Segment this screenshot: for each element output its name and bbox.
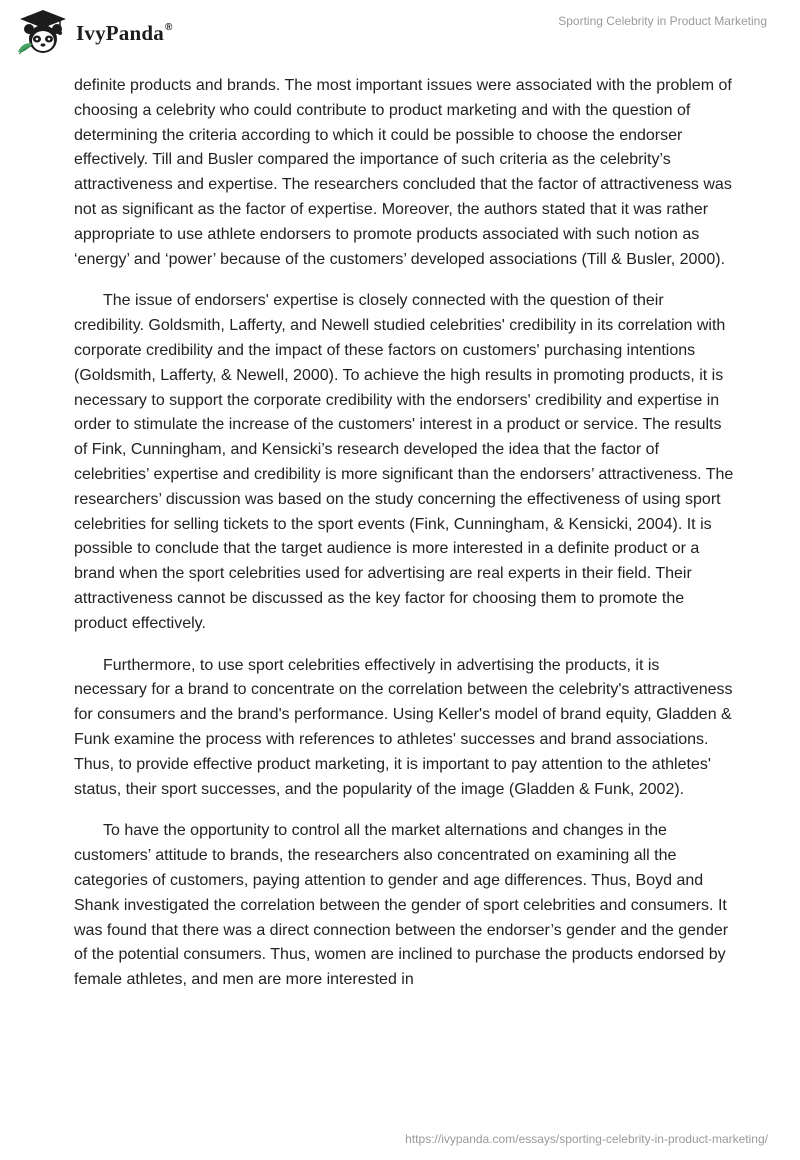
paragraph: The issue of endorsers' expertise is closely connected with the question of their credibility. Goldsmith, Lafferty, and Newell studied celebrities' credibility in its correlation with corporate credibility and the impact of these factors on customers' purchasing intentions (Goldsmith, Lafferty, & Newell, 2000). To achieve the high results in promoting products, it is necessary to support the corporate credibility with the endorsers' credibility and expertise in order to stimulate the increase of the customers' interest in a product or service. The results of Fink, Cunningham, and Kensicki’s research developed the idea that the factor of celebrities’ expertise and credibility is more significant than the endorsers’ attractiveness. The researchers’ discussion was based on the study concerning the effectiveness of using sport celebrities for selling tickets to the sport events (Fink, Cunningham, & Kensicki, 2004). It is possible to conclude that the target audience is more interested in a definite product or a brand when the sport celebrities used for advertising are real experts in their field. Their attractiveness cannot be discussed as the key factor for choosing them to promote the product effectively. bbox=[74, 292, 734, 632]
source-url[interactable]: https://ivypanda.com/essays/sporting-celebrity-in-product-marketing/ bbox=[405, 1132, 768, 1146]
page-header bbox=[0, 0, 800, 70]
brand-name bbox=[76, 21, 173, 46]
brand-label: IvyPanda bbox=[76, 20, 164, 45]
ivypanda-logo[interactable] bbox=[16, 8, 173, 58]
paragraph: Furthermore, to use sport celebrities effectively in advertising the products, it is necessary for a brand to concentrate on the correlation between the celebrity's attractiveness for consumers and the brand's performance. Using Keller's model of brand equity, Gladden & Funk examine the process with references to athletes' successes and brand associations. Thus, to provide effective product marketing, it is important to pay attention to the athletes' status, their sport successes, and the popularity of the image (Gladden & Funk, 2002). bbox=[74, 656, 733, 798]
panda-graduate-logo-icon bbox=[16, 8, 70, 58]
paragraph: definite products and brands. The most important issues were associated with the problem of choosing a celebrity who could contribute to product marketing and with the question of determining the criteria according to which it could be possible to choose the endorser effectively. Till and Busler compared the importance of such criteria as the celebrity’s attractiveness and expertise. The researchers concluded that the factor of attractiveness was not as significant as the factor of expertise. Moreover, the authors stated that it was rather appropriate to use athlete endorsers to promote products associated with such notion as ‘energy’ and ‘power’ because of the customers’ developed associations (Till & Busler, 2000). bbox=[74, 77, 732, 268]
essay-body bbox=[74, 74, 734, 1010]
document-title: Sporting Celebrity in Product Marketing bbox=[558, 14, 767, 28]
paragraph: To have the opportunity to control all the market alternations and changes in the customers’ attitude to brands, the researchers also concentrated on examining all the categories of customers, paying attention to gender and age differences. Thus, Boyd and Shank investigated the correlation between the gender of sport celebrities and consumers. It was found that there was a direct connection between the endorser’s gender and the gender of the potential consumers. Thus, women are inclined to purchase the products endorsed by female athletes, and men are more interested in bbox=[74, 822, 729, 989]
registered-mark: ® bbox=[164, 21, 173, 33]
